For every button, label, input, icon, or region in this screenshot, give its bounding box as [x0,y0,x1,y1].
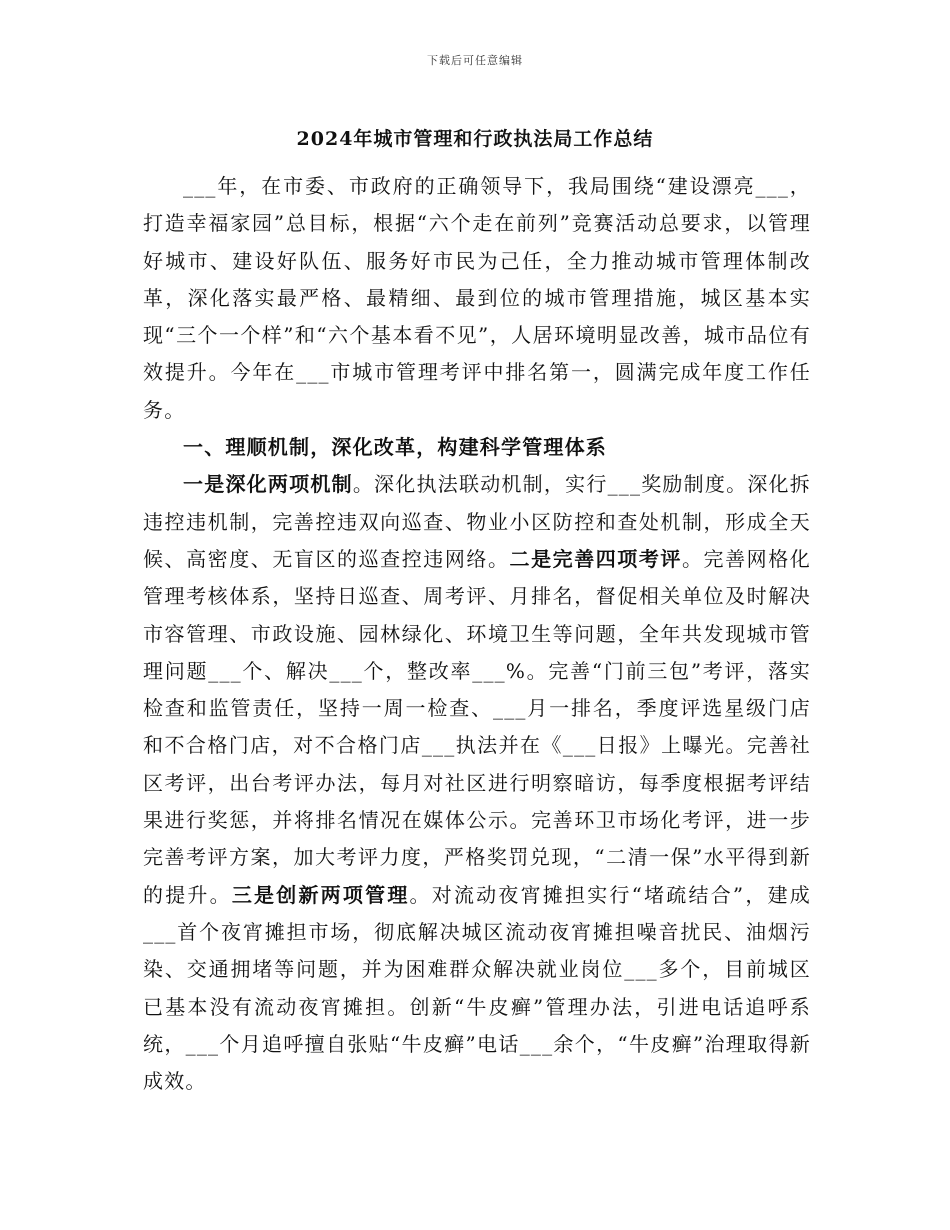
lead-phrase-2: 二是完善四项考评 [509,546,682,571]
paragraph-text-1: 。深化执法联动机制，实行___奖励制度。深化拆违控违机制，完善控违双向巡查、物业小区防控和查处机制，形成全天候、高密度、无盲区的巡查控违网络。 [143,472,811,571]
document-title: 2024年城市管理和行政执法局工作总结 [296,128,654,150]
lead-phrase-1: 一是深化两项机制 [183,472,353,497]
section-heading: 一、理顺机制，深化改革，构建科学管理体系 [183,435,607,460]
paragraph-text-3: 。对流动夜宵摊担实行“堵疏结合”，建成___首个夜宵摊担市场，彻底解决城区流动夜宵摊担噪音扰民、油烟污染、交通拥堵等问题，并为困难群众解决就业岗位___多个，目前城区已基本没有流动夜宵摊担。创新“牛皮癣”管理办法，引进电话追呼系统，___个月追呼擅自张贴“牛皮癣”电话___余个，“牛皮癣”治理取得新成效。 [143,882,811,1094]
document-body [143,168,811,1100]
lead-phrase-3: 三是创新两项管理 [231,882,410,907]
page-header-note: 下载后可任意编辑 [427,54,523,67]
intro-paragraph: ___年，在市委、市政府的正确领导下，我局围绕“建设漂亮___，打造幸福家园”总目标，根据“六个走在前列”竞赛活动总要求，以管理好城市、建设好队伍、服务好市民为己任，全力推动城市管理体制改革，深化落实最严格、最精细、最到位的城市管理措施，城区基本实现“三个一个样”和“六个基本看不见”，人居环境明显改善，城市品位有效提升。今年在___市城市管理考评中排名第一，圆满完成年度工作任务。 [143,174,811,422]
paragraph-text-2: 。完善网格化管理考核体系，坚持日巡查、周考评、月排名，督促相关单位及时解决市容管理、市政设施、园林绿化、环境卫生等问题，全年共发现城市管理问题___个、解决___个，整改率___%。完善“门前三包”考评，落实检查和监管责任，坚持一周一检查、___月一排名，季度评选星级门店和不合格门店，对不合格门店___执法并在《___日报》上曝光。完善社区考评，出台考评办法，每月对社区进行明察暗访，每季度根据考评结果进行奖惩，并将排名情况在媒体公示。完善环卫市场化考评，进一步完善考评方案，加大考评力度，严格奖罚兑现，“二清一保”水平得到新的提升。 [143,546,811,907]
section-paragraph [143,466,811,1100]
